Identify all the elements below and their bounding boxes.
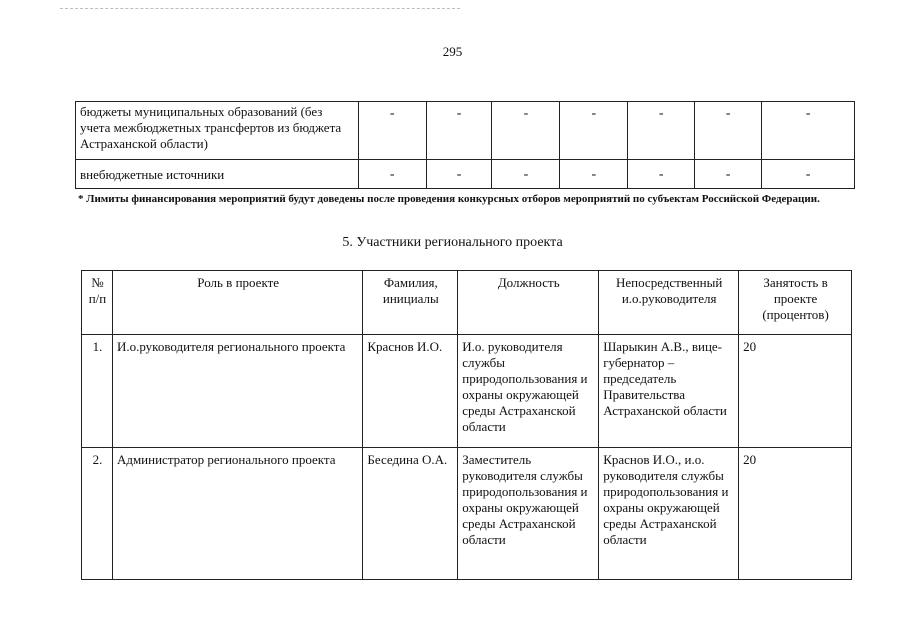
row-load: 20 xyxy=(739,448,852,580)
row-position: И.о. руководителя службы природопользования и охраны окружающей среды Астраханской области xyxy=(458,335,599,448)
budget-cell: - xyxy=(560,102,628,160)
header-role: Роль в проекте xyxy=(112,271,362,335)
header-num: № п/п xyxy=(82,271,113,335)
budget-cell: - xyxy=(695,160,762,189)
row-num: 1. xyxy=(82,335,113,448)
budget-cell: - xyxy=(628,160,695,189)
section-title: 5. Участники регионального проекта xyxy=(342,235,563,250)
row-position: Заместитель руководителя службы природопользования и охраны окружающей среды Астраханской области xyxy=(458,448,599,580)
row-manager: Шарыкин А.В., вице-губернатор – председатель Правительства Астраханской области xyxy=(599,335,739,448)
table-row xyxy=(82,448,852,580)
row-load: 20 xyxy=(739,335,852,448)
page-number: 295 xyxy=(442,44,463,59)
table-row xyxy=(76,102,855,160)
row-num: 2. xyxy=(82,448,113,580)
header-load: Занятость в проекте (процентов) xyxy=(739,271,852,335)
budget-row-label: внебюджетные источники xyxy=(76,160,359,189)
financing-footnote: * Лимиты финансирования мероприятий будут доведены после проведения конкурсных отборов мероприятий по субъектам Российской Федерации. xyxy=(78,193,820,205)
scan-artifact-line xyxy=(60,8,460,9)
budget-cell: - xyxy=(358,102,426,160)
header-manager: Непосредственный и.о.руководителя xyxy=(599,271,739,335)
table-header-row xyxy=(82,271,852,335)
participants-table xyxy=(81,270,852,580)
header-name: Фамилия, инициалы xyxy=(363,271,458,335)
budget-cell: - xyxy=(492,102,560,160)
budget-cell: - xyxy=(358,160,426,189)
row-name: Краснов И.О. xyxy=(363,335,458,448)
row-role: Администратор регионального проекта xyxy=(112,448,362,580)
budget-cell: - xyxy=(762,102,855,160)
budget-table xyxy=(75,101,855,189)
budget-cell: - xyxy=(695,102,762,160)
table-row xyxy=(76,160,855,189)
budget-cell: - xyxy=(426,160,492,189)
row-name: Беседина О.А. xyxy=(363,448,458,580)
header-position: Должность xyxy=(458,271,599,335)
row-role: И.о.руководителя регионального проекта xyxy=(112,335,362,448)
budget-cell: - xyxy=(426,102,492,160)
budget-cell: - xyxy=(560,160,628,189)
budget-cell: - xyxy=(762,160,855,189)
budget-cell: - xyxy=(492,160,560,189)
budget-cell: - xyxy=(628,102,695,160)
budget-row-label: бюджеты муниципальных образований (без учета межбюджетных трансфертов из бюджета Астраханской области) xyxy=(76,102,359,160)
table-row xyxy=(82,335,852,448)
row-manager: Краснов И.О., и.о. руководителя службы природопользования и охраны окружающей среды Астраханской области xyxy=(599,448,739,580)
